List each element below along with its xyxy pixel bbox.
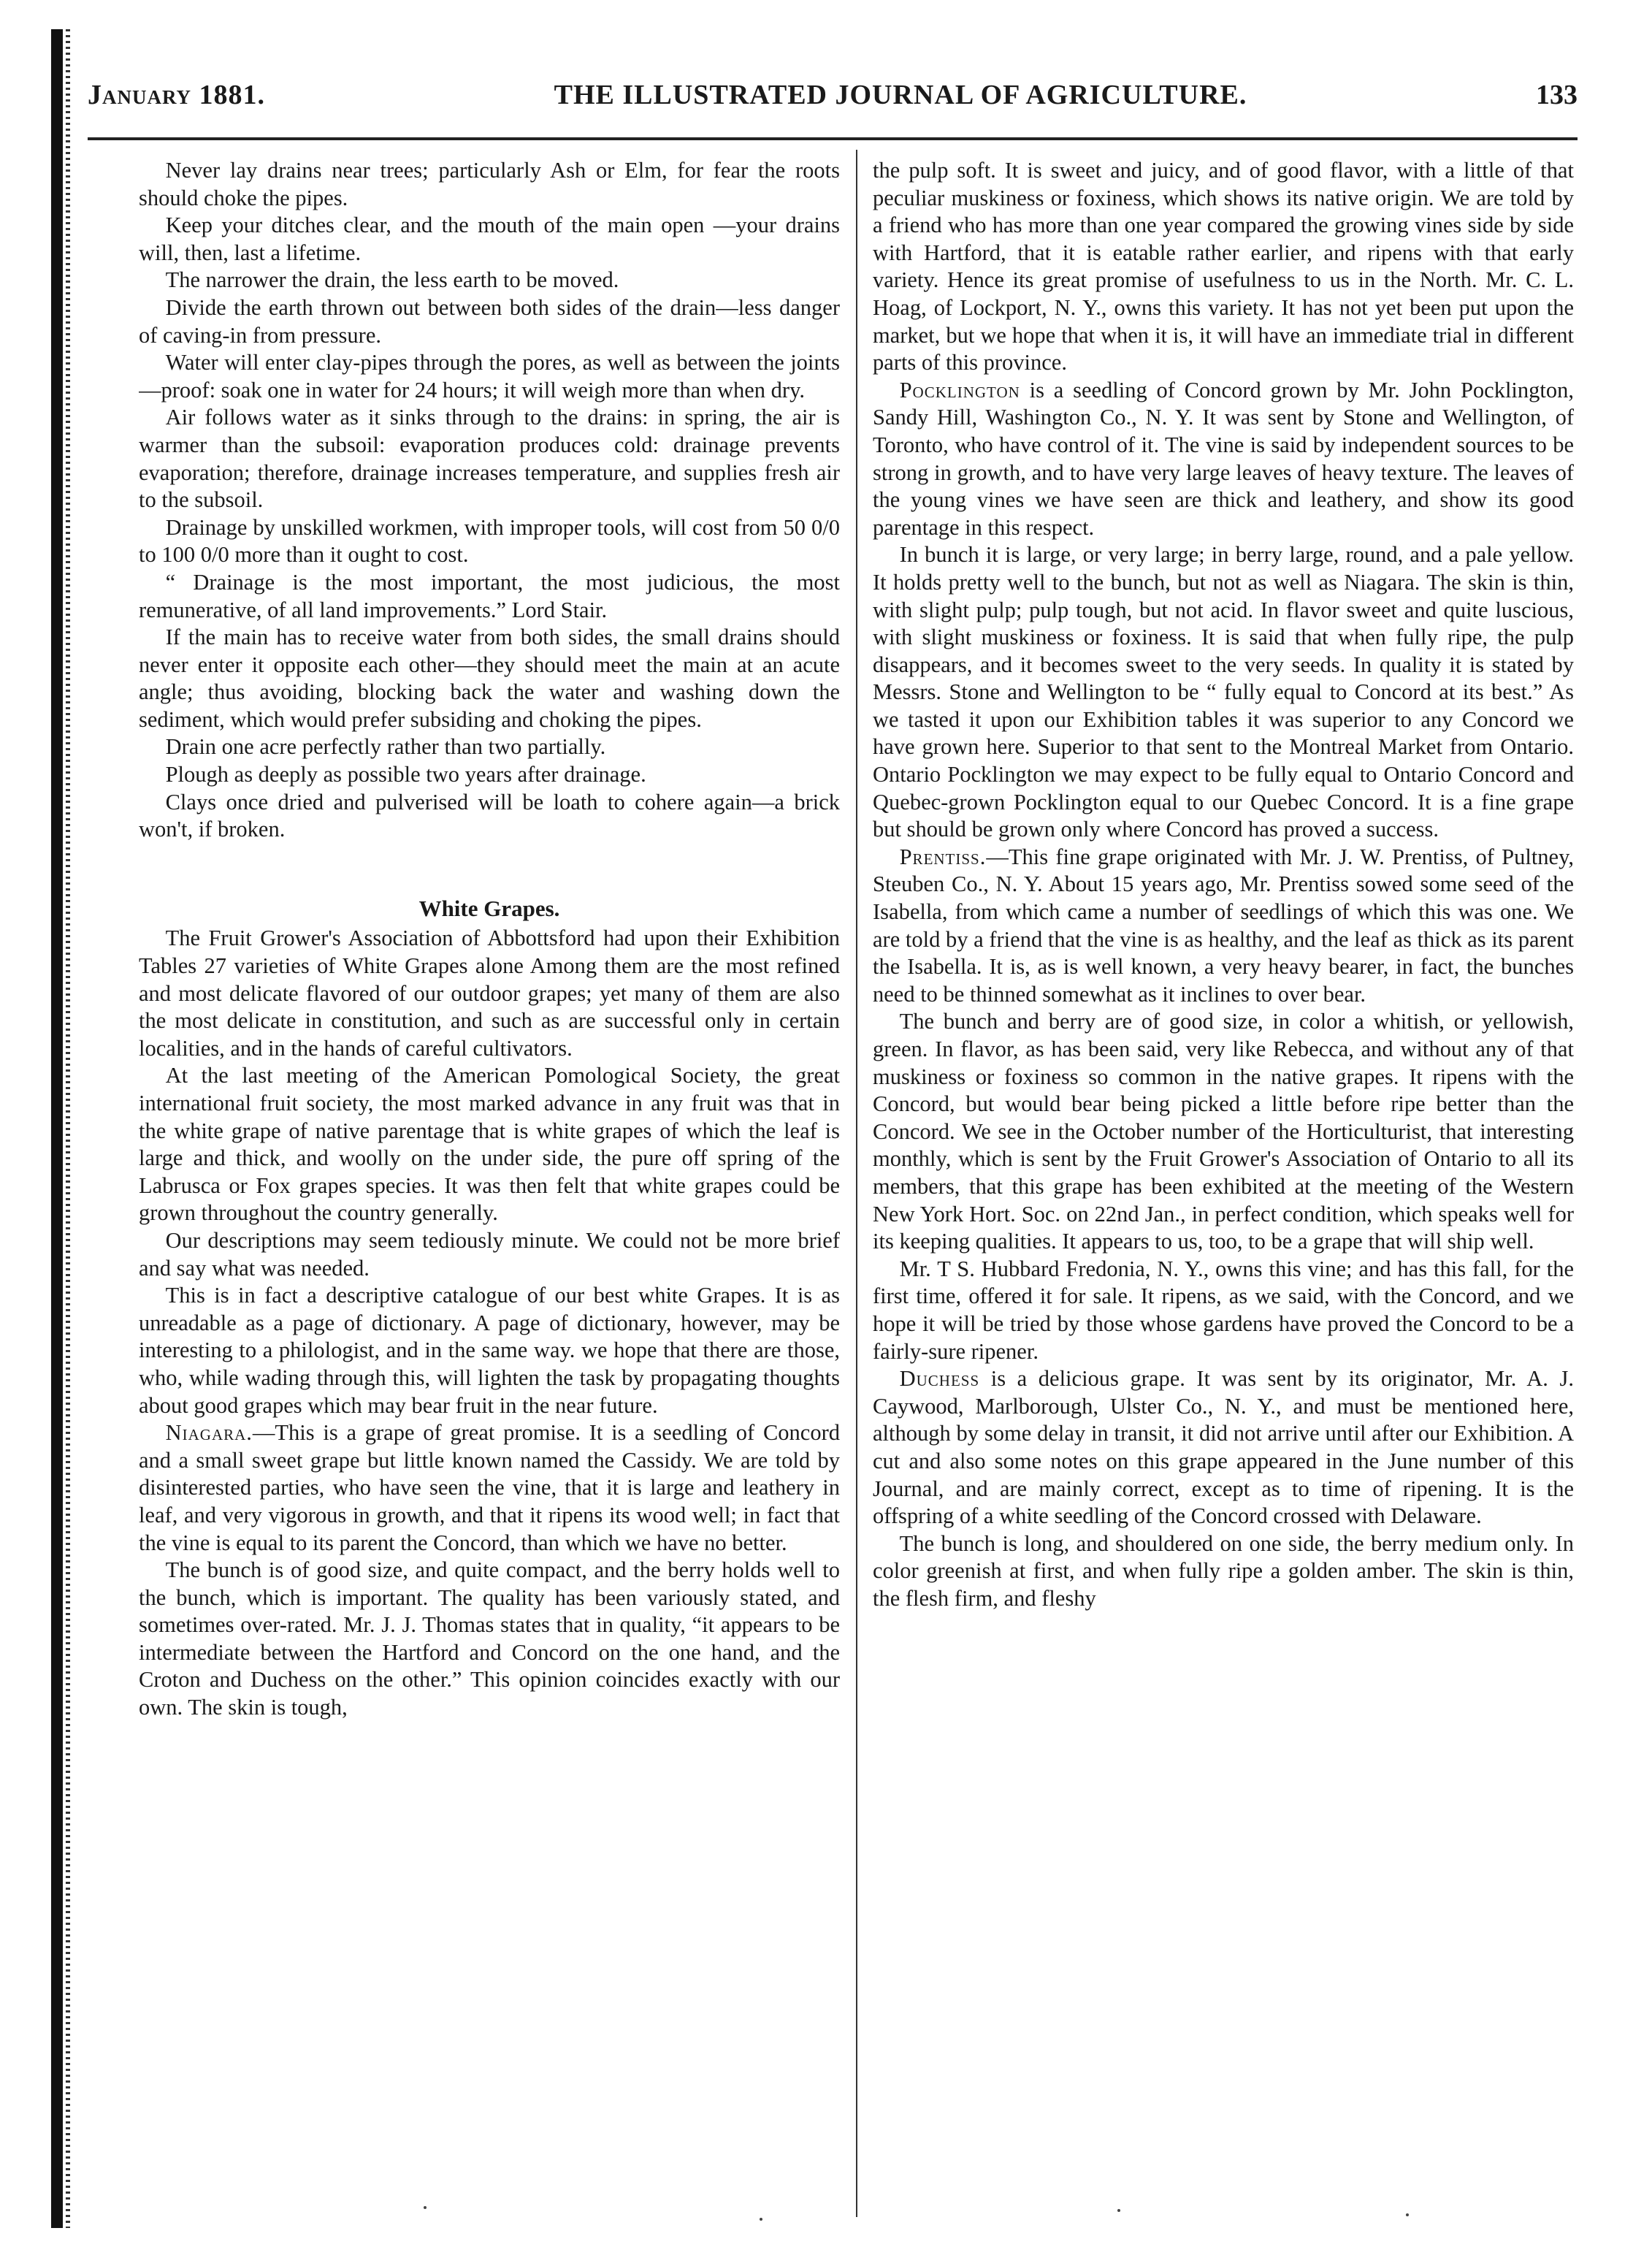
variety-name-pocklington: Pocklington [899, 377, 1020, 403]
drainage-tip: Water will enter clay-pipes through the pores, as well as between the joints—proof: soak one in water for 24 hours; it will weigh more than when dry. [139, 350, 840, 403]
article-paragraph: Mr. T S. Hubbard Fredonia, N. Y., owns this vine; and has this fall, for the first time, offered it for sale. It ripens, as we said, with the Concord, and we hope it will be tried by those whose gardens have proved the Concord to be a fairly-sure ripener. [873, 1256, 1574, 1364]
pocklington-description: is a seedling of Concord grown by Mr. John Pocklington, Sandy Hill, Washington Co., N. Y. It was sent by Stone and Wellington, of Toronto, who have control of it. The vine is said by independent sources to be strong in growth, and to have very large leaves of heavy texture. The leaves of the young vines we have seen are thick and leathery, and show its good parentage in this respect. [873, 377, 1574, 540]
article-paragraph: Our descriptions may seem tediously minute. We could not be more brief and say what was needed. [139, 1227, 840, 1281]
ink-speck [1117, 2209, 1120, 2212]
left-column [139, 157, 840, 2217]
niagara-description: —This is a grape of great promise. It is a seedling of Concord and a small sweet grape but little known named the Cassidy. We are told by disinterested parties, who have seen the vine, that it is large and leathery in leaf, and very vigorous in growth, and that it ripens its wood well; in fact that the vine is equal to its parent the Concord, than which we have no better. [139, 1420, 840, 1555]
drainage-tip: Plough as deeply as possible two years after drainage. [165, 762, 646, 787]
issue-date: January 1881. [88, 80, 266, 110]
ink-speck [760, 2218, 762, 2221]
column-divider [856, 150, 857, 2217]
variety-name-niagara: Niagara. [165, 1420, 253, 1446]
duchess-description: is a delicious grape. It was sent by its originator, Mr. A. J. Caywood, Marlborough, Ulster Co., N. Y., and must be mentioned here, although by some delay in transit, it did not arrive until after our Exhibition. A cut and also some notes on this grape appeared in the June number of this Journal, and are mainly correct, except as to time of ripening. It is the offspring of a white seedling of the Concord crossed with Delaware. [873, 1366, 1574, 1529]
right-column [873, 157, 1574, 2217]
drainage-tip: If the main has to receive water from both sides, the small drains should never enter it opposite each other—they should meet the main at an acute angle; thus avoiding, blocking back the water and washing down the sediment, which would prefer subsiding and choking the pipes. [139, 625, 840, 732]
drainage-tip: Drain one acre perfectly rather than two partially. [165, 734, 606, 760]
running-header [88, 79, 1578, 123]
article-paragraph: The bunch and berry are of good size, in color a whitish, or yellowish, green. In flavor, as has been said, very like Rebecca, and without any of that muskiness or foxiness so common in the native grapes. It ripens with the Concord, but would bear being picked a little before ripe better than the Concord. We see in the October number of the Horticulturist, that interesting monthly, which is sent by the Fruit Grower's Association of Ontario to all its members, that this grape has been exhibited at the meeting of the Western New York Hort. Soc. on 22nd Jan., in perfect condition, which speaks well for its keeping qualities. It appears to us, too, to be a grape that will ship well. [873, 1009, 1574, 1254]
variety-name-prentiss: Prentiss. [899, 844, 987, 869]
page-number: 133 [1535, 80, 1578, 110]
niagara-paragraph [139, 1419, 840, 1557]
prentiss-paragraph [873, 844, 1574, 1009]
prentiss-description: —This fine grape originated with Mr. J. W. Prentiss, of Pultney, Steuben Co., N. Y. About 15 years ago, Mr. Prentiss sowed some seed of the Isabella, from which came a number of seedlings of which this was one. We are told by a friend that the vine is as healthy, and the leaf as thick as its parent the Isabella. It is, as is well known, a very heavy bearer, in fact, the bunches need to be thinned somewhat as it inclines to over bear. [873, 844, 1574, 1007]
journal-title: THE ILLUSTRATED JOURNAL OF AGRICULTURE. [554, 80, 1247, 110]
article-paragraph: The bunch is of good size, and quite compact, and the berry holds well to the bunch, which is important. The quality has been variously stated, and sometimes over-rated. Mr. J. J. Thomas states that in quality, “it appears to be intermediate between the Hartford and Concord on the one hand, and the Croton and Duchess on the other.” This opinion coincides exactly with our own. The skin is tough, [139, 1557, 840, 1720]
drainage-tip: “ Drainage is the most important, the most judicious, the most remunerative, of all land improvements.” Lord Stair. [139, 569, 840, 622]
duchess-paragraph [873, 1365, 1574, 1530]
pocklington-paragraph [873, 377, 1574, 542]
section-gap [139, 844, 840, 873]
article-paragraph: The bunch is long, and shouldered on one side, the berry medium only. In color greenish at first, and when fully ripe a golden amber. The skin is thin, the flesh firm, and fleshy [873, 1530, 1574, 1611]
article-paragraph: In bunch it is large, or very large; in berry large, round, and a pale yellow. It holds pretty well to the bunch, but not as well as Niagara. The skin is thin, with slight pulp; pulp tough, but not acid. In flavor sweet and quite luscious, with slight muskiness or foxiness. It is said that when fully ripe, the pulp disappears, and it becomes sweet to the very seeds. In quality it is stated by Messrs. Stone and Wellington to be “ fully equal to Concord at its best.” As we tasted it upon our Exhibition tables it was superior to any Concord we have grown here. Superior to that sent to the Montreal Market from Ontario. Ontario Pocklington we may expect to be fully equal to Ontario Concord and Quebec-grown Pocklington equal to our Quebec Concord. It is a fine grape but should be grown only where Concord has proved a success. [873, 542, 1574, 842]
article-paragraph: This is in fact a descriptive catalogue of our best white Grapes. It is as unreadable as a page of dictionary. A page of dictionary, however, may be interesting to a philologist, and in the same way. we hope that there are those, who, while wading through this, will lighten the task by propagating thoughts about good grapes which may bear fruit in the near future. [139, 1283, 840, 1418]
drainage-tip: Keep your ditches clear, and the mouth of the main open —your drains will, then, last a lifetime. [139, 213, 840, 265]
drainage-tip: The narrower the drain, the less earth to be moved. [165, 267, 619, 293]
variety-name-duchess: Duchess [899, 1366, 980, 1392]
print-specks [0, 2191, 1652, 2235]
drainage-tip: Divide the earth thrown out between both sides of the drain—less danger of caving-in from pressure. [139, 294, 840, 348]
article-paragraph: At the last meeting of the American Pomological Society, the great international fruit society, the most marked advance in any fruit was that in the white grape of native parentage that is white grapes of which the leaf is large and thick, and woolly on the under side, the pure off spring of the Labrusca or Fox grapes species. It was then felt that white grapes could be grown throughout the country generally. [139, 1063, 840, 1226]
article-paragraph: The Fruit Grower's Association of Abbottsford had upon their Exhibition Tables 27 varieties of White Grapes alone Among them are the most refined and most delicate flavored of our outdoor grapes; yet many of them are also the most delicate in constitution, and such as are successful only in certain localities, and in the hands of careful cultivators. [139, 926, 840, 1061]
drainage-tip: Air follows water as it sinks through to the drains: in spring, the air is warmer than the subsoil: evaporation produces cold: drainage prevents evaporation; therefore, drainage increases temperature, and supplies fresh air to the subsoil. [139, 405, 840, 513]
page-binding-edge [51, 29, 63, 2228]
drainage-tip: Drainage by unskilled workmen, with improper tools, will cost from 50 0/0 to 100 0/0 more than it ought to cost. [139, 514, 840, 568]
drainage-tip: Never lay drains near trees; particularly Ash or Elm, for fear the roots should choke the pipes. [139, 158, 840, 210]
ink-speck [424, 2206, 427, 2209]
section-heading-white-grapes: White Grapes. [418, 895, 560, 921]
header-rule [88, 137, 1578, 140]
drainage-tip: Clays once dried and pulverised will be loath to cohere again—a brick won't, if broken. [139, 789, 840, 842]
ink-speck [1406, 2213, 1409, 2216]
article-paragraph: the pulp soft. It is sweet and juicy, and of good flavor, with a little of that peculiar muskiness or foxiness, which shows its native origin. We are told by a friend who has more than one year compared the growing vines side by side with Hartford, that it is eatable rather earlier, and ripens with that early variety. Hence its great promise of usefulness to us in the North. Mr. C. L. Hoag, of Lockport, N. Y., owns this variety. It has not yet been put upon the market, but we hope that when it is, it will have an immediate trial in different parts of this province. [873, 158, 1574, 375]
